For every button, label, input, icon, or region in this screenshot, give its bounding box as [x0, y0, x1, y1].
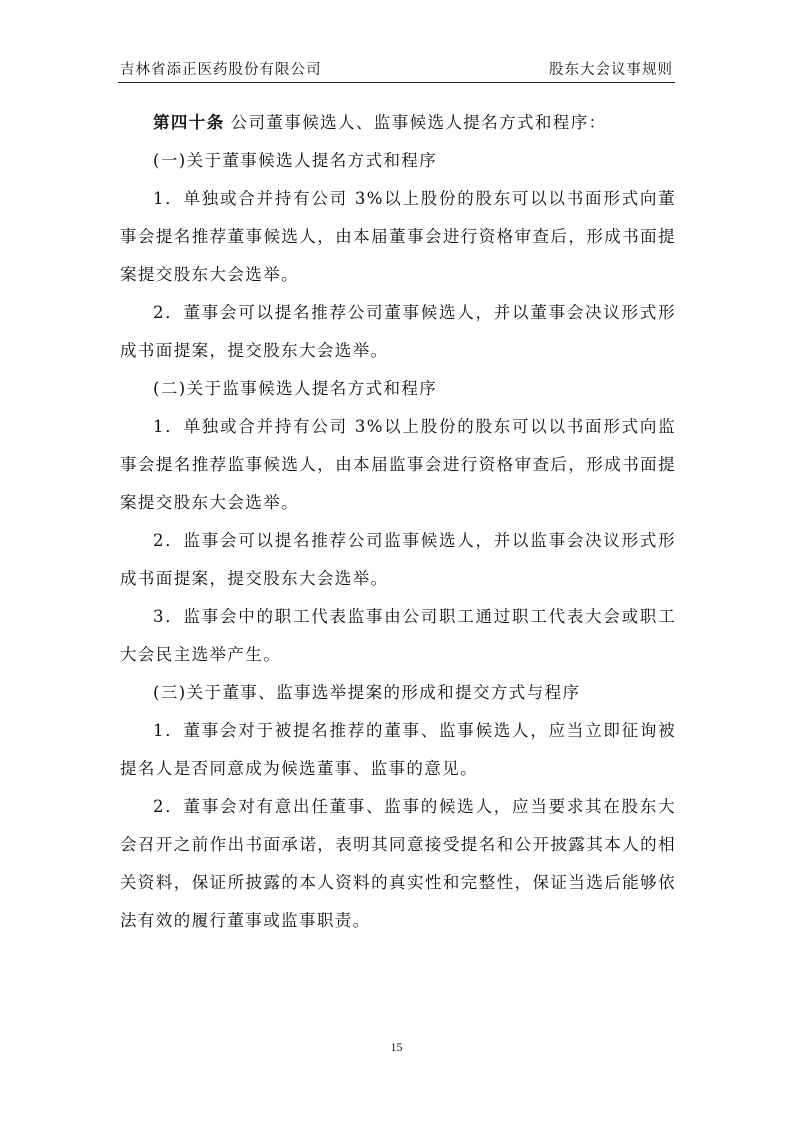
document-body [120, 104, 676, 940]
header-document-title: 股东大会议事规则 [549, 62, 673, 78]
paragraph: 2．董事会可以提名推荐公司董事候选人，并以董事会决议形式形成书面提案，提交股东大会选举。 [120, 303, 676, 360]
page-number: 15 [390, 1040, 403, 1054]
paragraph: 2．监事会可以提名推荐公司监事候选人，并以监事会决议形式形成书面提案，提交股东大会选举。 [120, 531, 676, 588]
page-header [118, 58, 675, 83]
section-heading: (二)关于监事候选人提名方式和程序 [153, 379, 438, 398]
section-heading: (三)关于董事、监事选举提案的形成和提交方式与程序 [153, 683, 581, 702]
paragraph: 1．董事会对于被提名推荐的董事、监事候选人，应当立即征询被提名人是否同意成为候选董事、监事的意见。 [120, 721, 676, 778]
header-company-name: 吉林省添正医药股份有限公司 [120, 62, 322, 78]
article-title: 公司董事候选人、监事候选人提名方式和程序： [230, 113, 607, 132]
paragraph: 1．单独或合并持有公司 3%以上股份的股东可以以书面形式向董事会提名推荐董事候选人，由本届董事会进行资格审查后，形成书面提案提交股东大会选举。 [120, 189, 676, 284]
article-heading [120, 104, 676, 142]
section-heading: (一)关于董事候选人提名方式和程序 [153, 151, 438, 170]
paragraph: 3．监事会中的职工代表监事由公司职工通过职工代表大会或职工大会民主选举产生。 [120, 607, 676, 664]
article-number: 第四十条 [153, 113, 225, 132]
paragraph: 1．单独或合并持有公司 3%以上股份的股东可以以书面形式向监事会提名推荐监事候选人，由本届监事会进行资格审查后，形成书面提案提交股东大会选举。 [120, 417, 676, 512]
paragraph: 2．董事会对有意出任董事、监事的候选人，应当要求其在股东大会召开之前作出书面承诺，表明其同意接受提名和公开披露其本人的相关资料，保证所披露的本人资料的真实性和完整性，保证当选后能够依法有效的履行董事或监事职责。 [120, 797, 676, 930]
